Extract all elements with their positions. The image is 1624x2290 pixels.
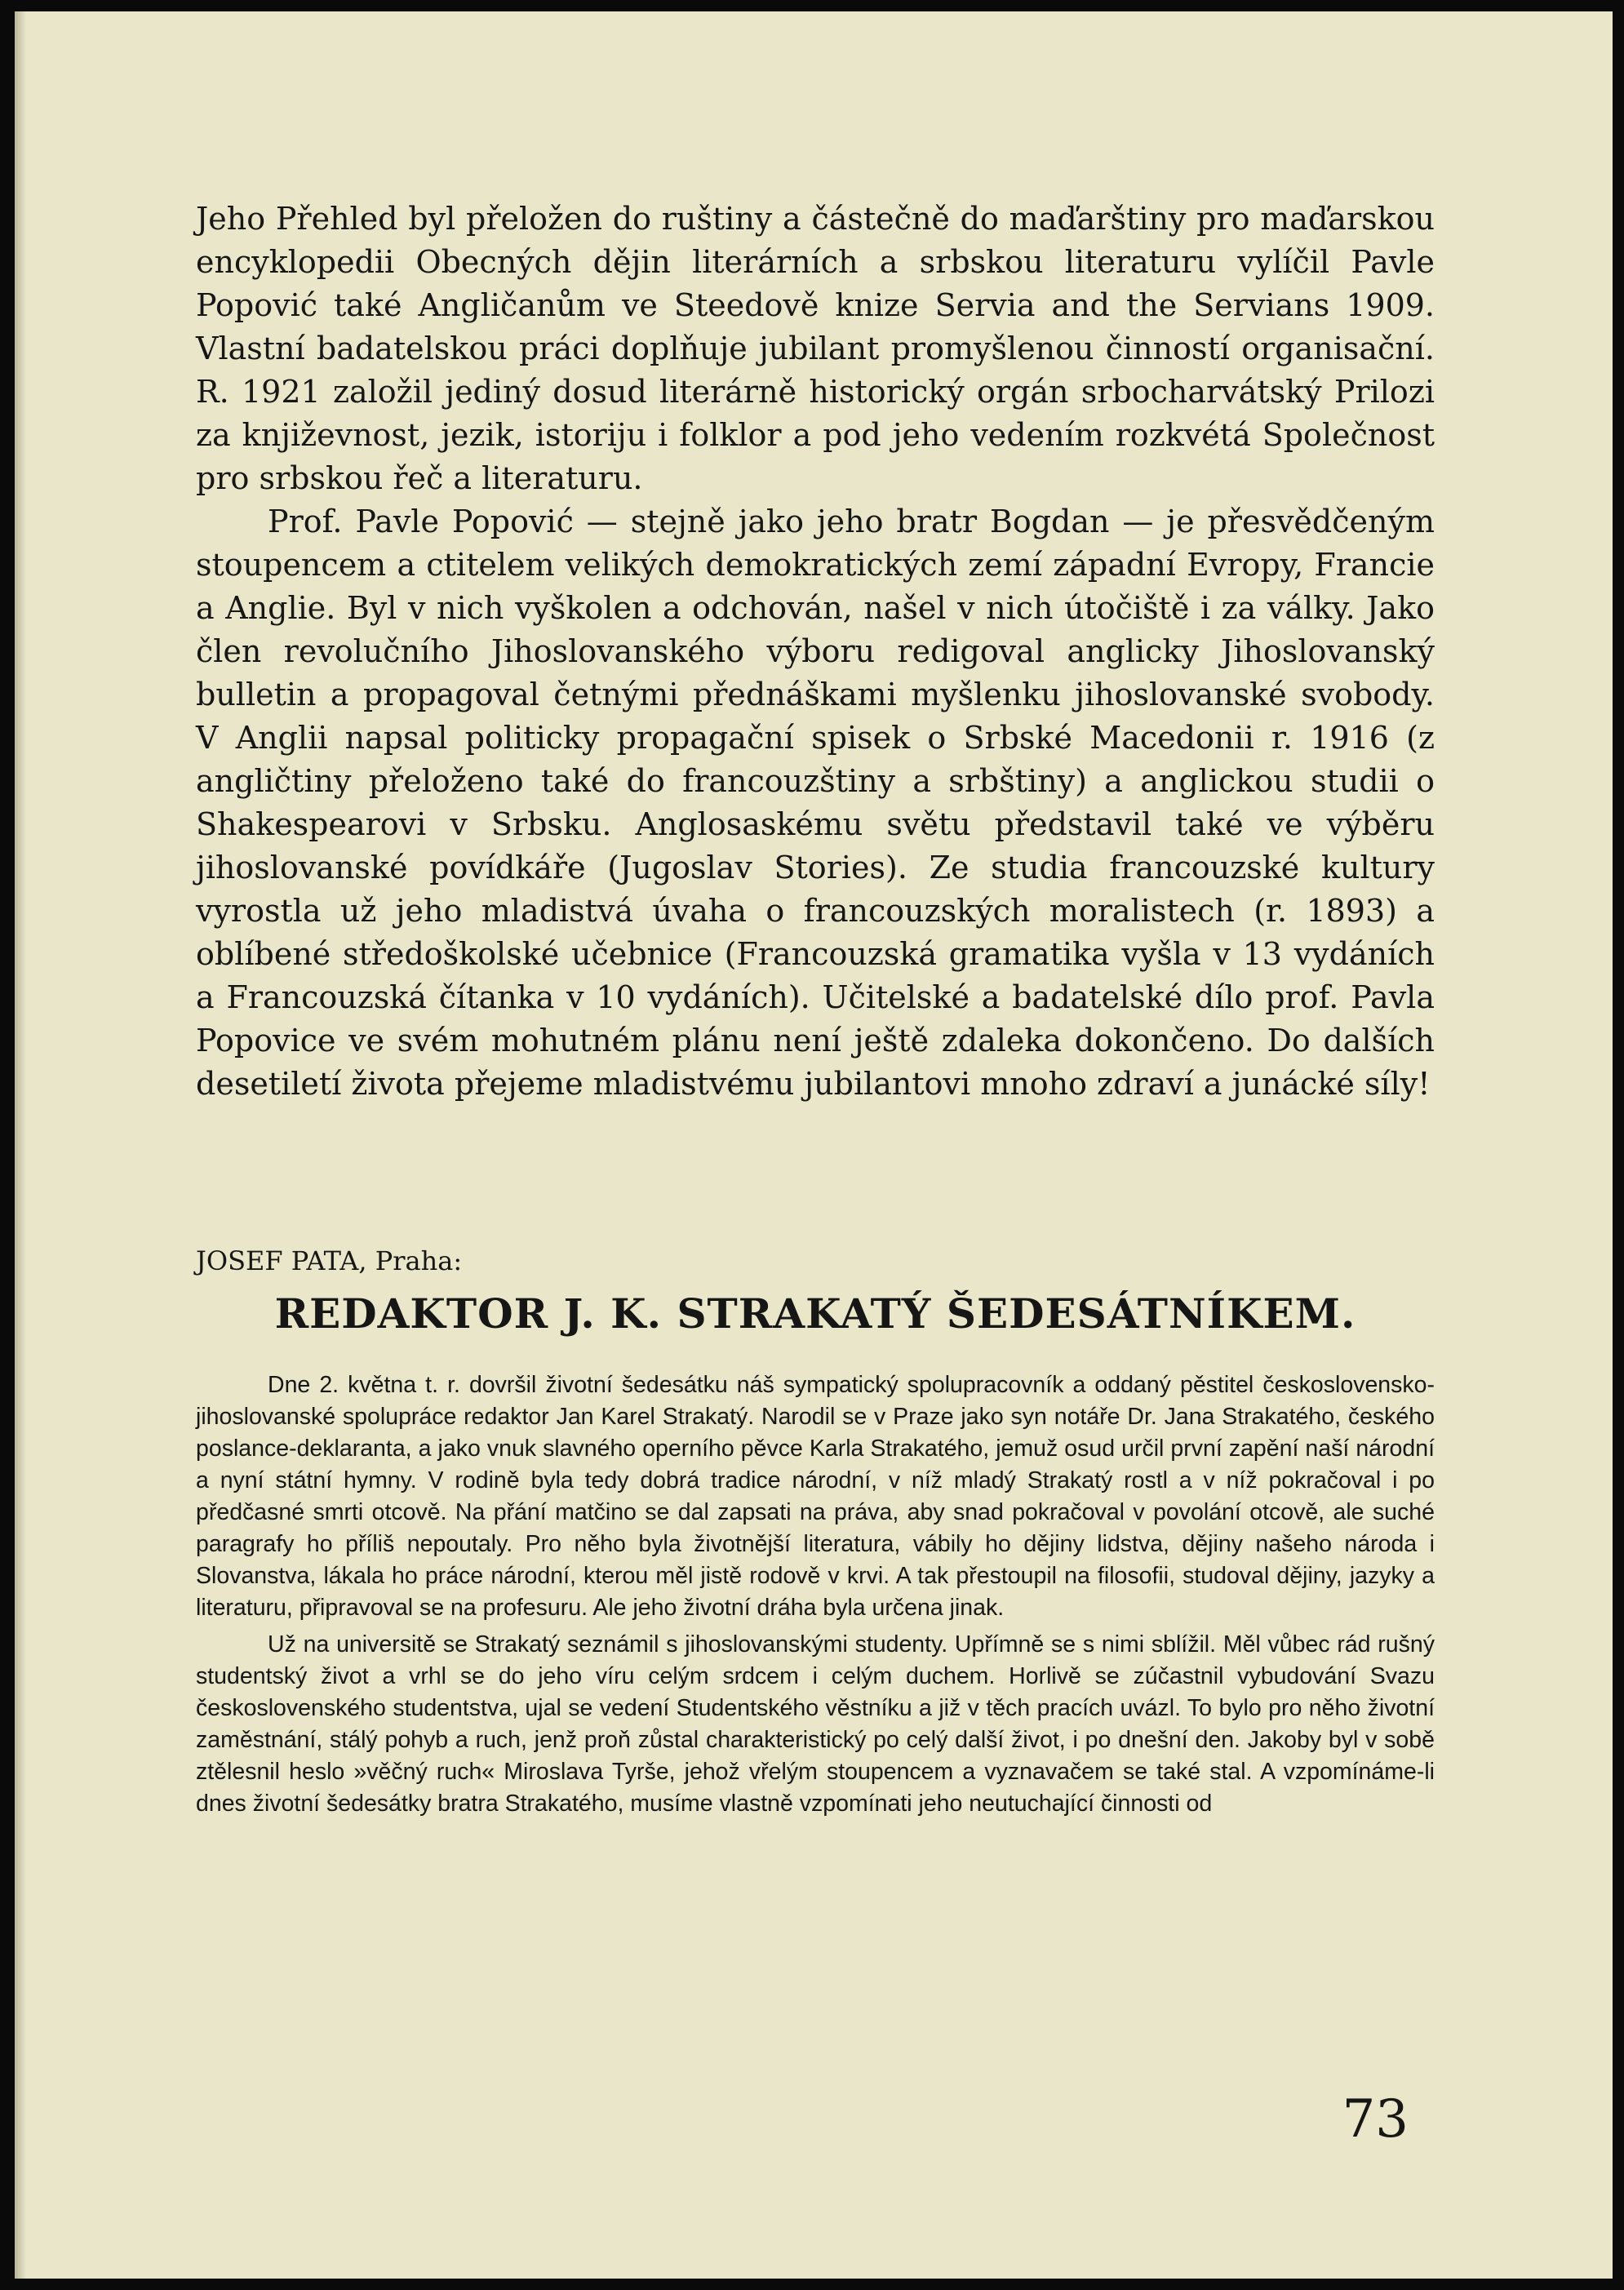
- book-page: [15, 11, 1613, 2279]
- paragraph: Už na universitě se Strakatý seznámil s jihoslovanskými studenty. Upřímně se s nimi sblížil. Měl vůbec rád rušný studentský život a vrhl se do jeho víru celým srdcem i celým duchem. Horlivě se zúčastnil vybudování Svazu československého studentstva, ujal se vedení Studentského věstníku a již v těch pracích uvázl. To bylo pro něho životní zaměstnání, stálý pohyb a ruch, jenž proň zůstal charakteristický po celý další život, i po dnešní den. Jakoby byl v sobě ztělesnil heslo »věčný ruch« Miroslava Tyrše, jehož vřelým stoupencem a vyznavačem se také stal. A vzpomínáme-li dnes životní šedesátky bratra Strakatého, musíme vlastně vzpomínati jeho neutuchající činnosti od: [196, 1631, 1435, 1817]
- paragraph: Dne 2. května t. r. dovršil životní šedesátku náš sympatický spolupracovník a oddaný pěstitel československo-jihoslovanské spolupráce redaktor Jan Karel Strakatý. Narodil se v Praze jako syn notáře Dr. Jana Strakatého, českého poslance-deklaranta, a jako vnuk slavného operního pěvce Karla Strakatého, jemuž osud určil první zapění naší národní a nyní státní hymny. V rodině byla tedy dobrá tradice národní, v níž mladý Strakatý rostl a v níž pokračoval i po předčasné smrti otcově. Na přání matčino se dal zapsati na práva, aby snad pokračoval v povolání otcově, ale suché paragrafy ho příliš nepoutaly. Pro něho byla životnější literatura, vábily ho dějiny lidstva, dějiny našeho národa i Slovanstva, lákala ho práce národní, kterou měl jistě rodově v krvi. A tak přestoupil na filosofii, studoval dějiny, jazyky a literaturu, připravoval se na profesuru. Ale jeho životní dráha byla určena jinak.: [196, 1372, 1435, 1621]
- article-byline: JOSEF PATA, Praha:: [196, 1245, 463, 1276]
- paragraph: Prof. Pavle Popović — stejně jako jeho bratr Bogdan — je přesvědčeným stoupencem a ctitelem velikých demokratických zemí západní Evropy, Francie a Anglie. Byl v nich vyškolen a odchován, našel v nich útočiště i za války. Jako člen revolučního Jihoslovanského výboru redigoval anglicky Jihoslovanský bulletin a propagoval četnými přednáškami myšlenku jihoslovanské svobody. V Anglii napsal politicky propagační spisek o Srbské Macedonii r. 1916 (z angličtiny přeloženo také do francouzštiny a srbštiny) a anglickou studii o Shakespearovi v Srbsku. Anglosaskému světu představil také ve výběru jihoslovanské povídkáře (Jugoslav Stories). Ze studia francouzské kultury vyrostla už jeho mladistvá úvaha o francouzských moralistech (r. 1893) a oblíbené středoškolské učebnice (Francouzská gramatika vyšla v 13 vydáních a Francouzská čítanka v 10 vydáních). Učitelské a badatelské dílo prof. Pavla Popovice ve svém mohutném plánu není ještě zdaleka dokončeno. Do dalších desetiletí života přejeme mladistvému jubilantovi mnoho zdraví a junácké síly!: [196, 504, 1435, 1102]
- page-edge-shadow: [15, 11, 26, 2279]
- paragraph: Jeho Přehled byl přeložen do ruštiny a částečně do maďarštiny pro maďarskou encyklopedii Obecných dějin literárních a srbskou literaturu vylíčil Pavle Popović také Angličanům ve Steedově knize Servia and the Servians 1909. Vlastní badatelskou práci doplňuje jubilant promyšlenou činností organisační. R. 1921 založil jediný dosud literárně historický orgán srbocharvátský Prilozi za književnost, jezik, istoriju i folklor a pod jeho vedením rozkvétá Společnost pro srbskou řeč a literaturu.: [196, 201, 1435, 496]
- article-title: REDAKTOR J. K. STRAKATÝ ŠEDESÁTNÍKEM.: [274, 1289, 1356, 1338]
- previous-article-ending: [196, 197, 1435, 1106]
- article-body: [196, 1369, 1435, 1825]
- page-number: 73: [1342, 2089, 1409, 2150]
